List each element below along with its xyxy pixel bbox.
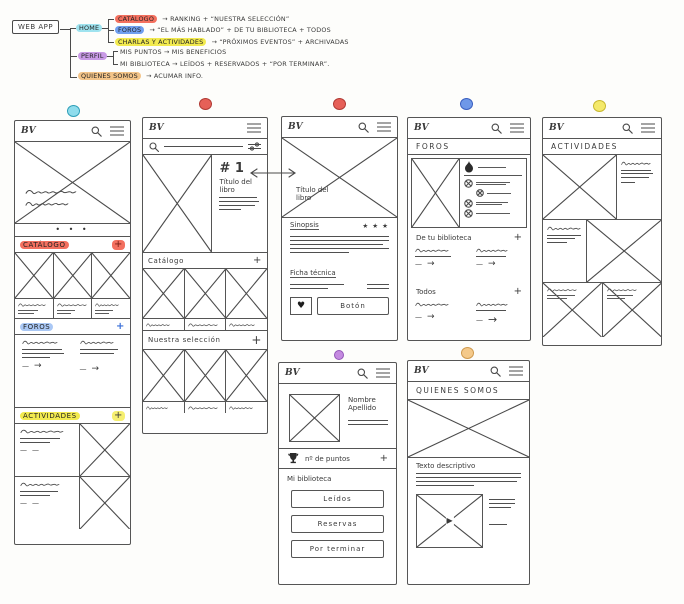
screen-dot-perfil <box>334 350 344 360</box>
book-title: Título del <box>219 178 252 186</box>
text-line-placeholder <box>476 256 506 257</box>
reservas-button[interactable]: Reservas <box>291 515 384 533</box>
foros-preview <box>15 335 130 407</box>
catalogo-grid <box>15 253 130 319</box>
catalogo-grid <box>143 269 267 331</box>
activity-card <box>543 283 603 337</box>
book-cover-placeholder <box>226 269 267 319</box>
comment-reply-row <box>476 189 522 197</box>
more-arrow-icon[interactable]: → <box>34 361 42 371</box>
connector-line <box>70 28 71 77</box>
search-icon[interactable] <box>490 366 501 377</box>
sitemap-root: WEB APP <box>12 20 59 34</box>
activity-row[interactable] <box>15 477 130 529</box>
about-image <box>408 400 529 458</box>
header-icons <box>91 126 124 137</box>
text-line-placeholder <box>219 205 255 206</box>
hero-caption-scribble <box>25 188 77 208</box>
profile-lastname: Apellido <box>348 404 377 412</box>
book-card[interactable] <box>185 350 227 413</box>
dash-placeholder: — <box>476 315 482 324</box>
book-cover-placeholder <box>226 350 267 402</box>
text-line-placeholder <box>57 310 75 311</box>
thread-image <box>412 159 460 227</box>
sinopsis-row <box>282 218 397 230</box>
book-cover-placeholder <box>185 269 226 319</box>
activity-image <box>543 155 617 219</box>
more-arrow-icon[interactable]: → <box>488 313 498 326</box>
fire-icon <box>464 161 474 173</box>
screen-dot-actividades <box>593 100 606 112</box>
activity-row[interactable] <box>543 220 661 283</box>
text-line-placeholder <box>290 252 349 253</box>
search-icon[interactable] <box>91 126 102 137</box>
text-line-placeholder <box>290 288 328 289</box>
book-cover-placeholder <box>92 253 130 299</box>
forum-thread-preview[interactable] <box>469 243 530 283</box>
menu-icon[interactable] <box>110 126 124 136</box>
profile-name: Nombre <box>348 396 376 404</box>
avatar-icon <box>476 189 484 197</box>
logo[interactable]: BV <box>288 122 303 132</box>
text-line-placeholder <box>80 349 118 350</box>
book-cover-placeholder <box>143 350 184 402</box>
avatar[interactable] <box>289 394 340 442</box>
detail-actions <box>282 292 397 315</box>
book-card[interactable] <box>226 350 267 413</box>
book-cover-placeholder <box>143 269 184 319</box>
comment-row <box>464 199 522 208</box>
search-icon[interactable] <box>491 123 502 134</box>
book-cover-placeholder <box>185 350 226 402</box>
leidos-button[interactable]: Leídos <box>291 490 384 508</box>
book-title-2: libro <box>219 186 235 194</box>
search-input-placeholder[interactable] <box>164 146 243 147</box>
app-header <box>143 118 267 139</box>
foros-link[interactable]: FOROS <box>20 323 53 331</box>
logo[interactable]: BV <box>285 368 300 378</box>
hero-image[interactable] <box>15 142 130 224</box>
text-line-placeholder <box>20 491 58 492</box>
book-hero-image <box>282 138 397 218</box>
catalogo-label[interactable]: Catálogo <box>148 256 184 265</box>
book-caption <box>54 299 92 318</box>
book-cover-placeholder <box>15 253 53 299</box>
section-catalogo-bar <box>15 236 130 253</box>
catalogo-add-icon[interactable]: + <box>253 254 262 266</box>
sitemap-quienes[interactable]: QUIENES SOMOS <box>78 72 141 80</box>
book-cover-placeholder <box>143 155 212 252</box>
screen-foros <box>407 117 531 341</box>
dash-placeholder: — <box>20 446 26 454</box>
screen-detalle-libro <box>281 116 398 341</box>
ficha-section <box>282 256 397 292</box>
header-icons <box>490 366 523 377</box>
text-line-placeholder <box>476 310 506 311</box>
header-icons <box>622 123 655 134</box>
forum-thread-preview[interactable] <box>73 335 131 407</box>
search-bar[interactable] <box>143 139 267 155</box>
logo[interactable]: BV <box>414 366 429 376</box>
more-arrow-icon[interactable]: → <box>91 364 100 374</box>
text-line-placeholder <box>22 349 62 350</box>
dash-placeholder: — <box>22 362 28 370</box>
sitemap-charlas[interactable]: CHARLAS Y ACTIVIDADES <box>115 38 206 46</box>
book-card[interactable] <box>185 269 227 330</box>
text-line-placeholder <box>20 438 60 439</box>
screen-quienes-somos <box>407 360 530 585</box>
app-header <box>408 361 529 382</box>
text-line-placeholder <box>478 167 506 168</box>
text-line-placeholder <box>219 209 241 210</box>
dash-placeholder: — <box>476 260 482 268</box>
points-label: nº de puntos <box>305 454 350 463</box>
sinopsis-label: Sinopsis <box>290 221 319 229</box>
text-line-placeholder <box>95 310 113 311</box>
video-player[interactable] <box>416 494 483 548</box>
activity-text <box>547 287 577 301</box>
activity-text <box>617 155 661 219</box>
activity-image <box>79 477 130 529</box>
text-line-placeholder <box>290 236 389 237</box>
text-line-placeholder <box>22 357 50 358</box>
sitemap-foros[interactable]: FOROS <box>115 26 144 34</box>
trophy-icon <box>287 452 299 465</box>
ficha-right <box>367 281 389 292</box>
app-header <box>408 118 530 139</box>
text-line-placeholder <box>57 313 71 314</box>
actividades-add-icon[interactable]: + <box>114 409 123 421</box>
menu-icon[interactable] <box>377 122 391 132</box>
sitemap-puntos-detail: MIS PUNTOS → MIS BENEFICIOS <box>120 48 227 56</box>
search-icon[interactable] <box>622 123 633 134</box>
action-button[interactable]: Botón <box>317 297 389 315</box>
dash-placeholder: — <box>415 313 421 321</box>
activity-card <box>603 283 662 337</box>
sitemap-perfil[interactable]: PERFIL <box>78 52 107 60</box>
screen-dot-catalogo <box>199 98 212 110</box>
text-line-placeholder <box>22 353 64 354</box>
sitemap-biblioteca-detail: MI BIBLIOTECA → LEÍDOS + RESERVADOS + “POR TERMINAR”. <box>120 60 330 68</box>
screen-dot-detalle <box>333 98 346 110</box>
page-title: ACTIVIDADES <box>551 142 618 151</box>
seleccion-grid <box>143 350 267 413</box>
text-line-placeholder <box>219 201 259 202</box>
thread-comments <box>460 159 526 227</box>
book-card[interactable] <box>15 253 54 318</box>
text-line-placeholder <box>20 495 50 496</box>
search-icon[interactable] <box>149 142 159 152</box>
avatar-icon <box>464 199 473 208</box>
menu-icon[interactable] <box>247 123 261 133</box>
connector-line <box>70 56 77 57</box>
page-title: FOROS <box>408 139 530 155</box>
forum-thread-preview[interactable] <box>15 335 73 407</box>
forum-thread-preview[interactable] <box>408 243 469 283</box>
hot-row <box>464 161 522 176</box>
connector-line <box>113 51 118 52</box>
connector-line <box>108 19 114 20</box>
ficha-left <box>290 281 344 292</box>
about-text <box>408 458 529 486</box>
video-section <box>408 489 529 548</box>
activity-text <box>607 287 637 301</box>
section-foros-bar <box>15 319 130 335</box>
header-icons <box>357 368 390 379</box>
sinopsis-text <box>282 230 397 253</box>
sitemap-catalogo-detail: → RANKING + “NUESTRA SELECCIÓN” <box>162 15 290 23</box>
dash-placeholder: — <box>32 499 38 507</box>
points-row[interactable] <box>279 449 396 469</box>
book-title-overlay <box>296 186 329 202</box>
sitemap-quienes-detail: → ACUMAR INFO. <box>146 72 204 80</box>
activity-row[interactable] <box>543 283 661 337</box>
search-icon[interactable] <box>358 122 369 133</box>
biblioteca-add-icon[interactable]: + <box>513 232 522 243</box>
text-line-placeholder <box>415 256 451 257</box>
header-icons <box>491 123 524 134</box>
sitemap-home[interactable]: HOME <box>76 24 102 32</box>
logo[interactable]: BV <box>549 123 564 133</box>
book-card[interactable] <box>92 253 130 318</box>
screen-dot-quienes <box>461 347 474 359</box>
todos-threads <box>408 297 530 335</box>
app-header <box>543 118 661 139</box>
rank-number: # 1 <box>219 161 244 176</box>
connector-line <box>108 42 114 43</box>
connector-line <box>113 51 114 64</box>
menu-icon[interactable] <box>510 123 524 133</box>
text-line-placeholder <box>80 353 114 354</box>
logo[interactable]: BV <box>414 123 429 133</box>
book-card[interactable] <box>143 350 185 413</box>
profile-info <box>348 394 388 444</box>
screen-actividades <box>542 117 662 346</box>
play-icon[interactable]: ▶ <box>446 516 453 526</box>
hot-thread-panel[interactable] <box>411 158 527 228</box>
comment-row <box>464 209 522 218</box>
forum-thread-preview[interactable] <box>469 297 530 335</box>
activity-text <box>15 477 79 529</box>
screen-home <box>14 120 131 545</box>
por-terminar-button[interactable]: Por terminar <box>291 540 384 558</box>
book-title: Título del <box>296 186 329 194</box>
biblioteca-label[interactable]: De tu biblioteca <box>416 234 472 242</box>
todos-add-icon[interactable]: + <box>513 286 522 297</box>
text-line-placeholder <box>290 248 389 249</box>
comment-row <box>464 179 522 188</box>
points-add-icon[interactable]: + <box>379 452 388 464</box>
text-line-placeholder <box>20 442 50 443</box>
text-line-placeholder <box>219 197 257 198</box>
sitemap-catalogo[interactable]: CATÁLOGO <box>115 15 157 23</box>
menu-icon[interactable] <box>509 366 523 376</box>
biblioteca-label: Mi biblioteca <box>287 475 332 483</box>
screen-perfil <box>278 362 397 585</box>
forum-thread-preview[interactable] <box>408 297 469 335</box>
text-line-placeholder <box>367 288 389 289</box>
seleccion-label[interactable]: Nuestra selección <box>148 336 221 344</box>
book-title-2: libro <box>296 194 312 202</box>
rating-stars[interactable]: ★ ★ ★ <box>362 221 389 230</box>
section-actividades-bar <box>15 407 130 424</box>
seleccion-add-icon[interactable]: + <box>251 333 262 347</box>
menu-icon[interactable] <box>641 123 655 133</box>
activity-text <box>543 220 587 282</box>
connector-line <box>70 77 77 78</box>
book-caption <box>15 299 53 318</box>
catalogo-link[interactable]: CATÁLOGO <box>20 241 69 249</box>
connector-line <box>113 64 118 65</box>
biblioteca-threads <box>408 243 530 283</box>
catalogo-add-icon[interactable]: + <box>114 238 123 250</box>
avatar-icon <box>464 209 473 218</box>
activity-image <box>587 220 661 282</box>
logo[interactable]: BV <box>149 123 164 133</box>
more-arrow-icon[interactable]: → <box>427 312 435 322</box>
todos-label[interactable]: Todos <box>416 288 436 296</box>
foros-add-icon[interactable]: + <box>116 320 125 332</box>
video-caption <box>489 494 521 548</box>
dash-placeholder: — <box>20 499 26 507</box>
filter-icon[interactable] <box>248 142 261 151</box>
search-icon[interactable] <box>357 368 368 379</box>
activity-row[interactable] <box>15 424 130 477</box>
text-line-placeholder <box>18 310 38 311</box>
section-seleccion-bar <box>143 331 267 350</box>
text-line-placeholder <box>290 244 383 245</box>
book-card[interactable] <box>226 269 267 330</box>
screen-link-arrow <box>248 167 298 179</box>
more-arrow-icon[interactable]: → <box>427 259 435 269</box>
dash-placeholder: — <box>32 446 38 454</box>
avatar-icon <box>464 179 473 188</box>
book-card[interactable] <box>143 269 185 330</box>
activity-image <box>79 424 130 476</box>
book-card[interactable] <box>54 253 93 318</box>
header-icons <box>358 122 391 133</box>
sitemap-charlas-detail: → “PRÓXIMOS EVENTOS” + ARCHIVADAS <box>211 38 349 46</box>
screen-dot-foros <box>460 98 473 110</box>
sitemap <box>0 0 420 100</box>
book-cover-placeholder <box>54 253 92 299</box>
biblioteca-section-bar <box>408 228 530 243</box>
text-line-placeholder <box>367 284 389 285</box>
app-header <box>282 117 397 138</box>
logo[interactable]: BV <box>21 126 36 136</box>
actividades-link[interactable]: ACTIVIDADES <box>20 412 80 420</box>
ficha-label: Ficha técnica <box>290 269 336 277</box>
app-header <box>279 363 396 384</box>
sitemap-foros-detail: → “EL MÁS HABLADO” + DE TU BIBLIOTECA + TODOS <box>149 26 331 34</box>
text-line-placeholder <box>18 313 34 314</box>
page-title: QUIENES SOMOS <box>408 382 529 400</box>
dash-placeholder: — <box>79 365 86 373</box>
screen-dot-home <box>67 105 80 117</box>
activity-row[interactable] <box>543 154 661 220</box>
app-header <box>15 121 130 142</box>
text-line-placeholder <box>290 240 389 241</box>
dash-placeholder: — <box>415 260 421 268</box>
text-line-placeholder <box>290 284 344 285</box>
book-caption <box>92 299 130 318</box>
menu-icon[interactable] <box>376 368 390 378</box>
screen-catalogo <box>142 117 268 434</box>
activity-text <box>15 424 79 476</box>
heart-icon: ♥ <box>296 301 306 311</box>
carousel-dots[interactable]: • • • <box>55 225 90 234</box>
section-catalogo-bar <box>143 253 267 269</box>
profile-section <box>279 384 396 449</box>
favorite-button[interactable] <box>290 297 312 315</box>
connector-line <box>108 30 114 31</box>
text-line-placeholder <box>95 313 109 314</box>
more-arrow-icon[interactable]: → <box>488 259 496 269</box>
connector-line <box>60 29 70 30</box>
todos-section-bar <box>408 283 530 297</box>
texto-label: Texto descriptivo <box>416 462 476 470</box>
